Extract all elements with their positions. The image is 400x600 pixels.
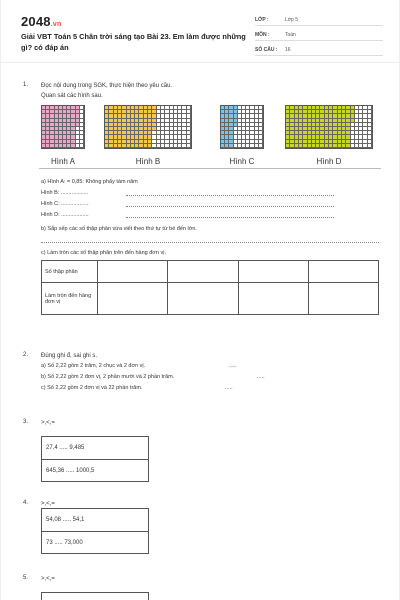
page-title: Giải VBT Toán 5 Chân trời sáng tạo Bài 23. Em làm được những gì? có đáp án <box>21 32 246 52</box>
question-text: >,<,= <box>41 576 55 582</box>
logo-tld: .vn <box>50 21 62 28</box>
comparison-item[interactable]: 645,36 ..... 1000,5 <box>42 459 148 481</box>
comparison-box <box>41 592 149 600</box>
caption-divider <box>39 168 381 169</box>
table-cell[interactable] <box>238 261 308 283</box>
comparison-item[interactable]: 27,4 ..... 9,485 <box>46 445 85 451</box>
table-cell[interactable] <box>308 261 378 283</box>
table-header-rounded: Làm tròn đến hàng đơn vị <box>42 283 98 315</box>
meta-value: Lớp 5 <box>285 17 299 23</box>
grid-cell <box>368 144 372 148</box>
statement-b: b) Số 2,22 gồm 2 đơn vị, 2 phần mười và 2 phần trăm. <box>41 374 175 380</box>
table-cell[interactable] <box>98 283 168 315</box>
part-b-text: b) Sắp xếp các số thập phân vừa viết theo thứ tự từ bé đến lớn. <box>41 226 197 232</box>
meta-value: 16 <box>285 47 291 53</box>
comparison-box <box>41 508 149 554</box>
figure-b-grid <box>104 105 192 149</box>
meta-key: MÔN : <box>255 32 270 38</box>
table-cell[interactable] <box>168 261 238 283</box>
question-number: 1. <box>23 82 29 88</box>
table-cell[interactable] <box>308 283 378 315</box>
part-c-text: c) Làm tròn các số thập phân trên đến hàng đơn vị. <box>41 250 166 256</box>
meta-question-count <box>255 44 383 56</box>
answer-blank[interactable]: ..... <box>225 385 233 391</box>
figure-d-grid <box>285 105 373 149</box>
question-subtext: Quan sát các hình sau. <box>41 93 103 99</box>
statement-a: a) Số 2,22 gồm 2 trăm, 2 chục và 2 đơn vị. <box>41 363 146 369</box>
figure-a-grid <box>41 105 85 149</box>
table-cell[interactable] <box>168 283 238 315</box>
figure-b-caption: Hình B <box>135 157 161 166</box>
table-cell[interactable] <box>238 283 308 315</box>
table-header-decimal: Số thập phân <box>42 261 98 283</box>
logo-text: 2048 <box>21 14 51 29</box>
question-number: 4. <box>23 500 29 506</box>
rounding-table <box>41 260 379 315</box>
figure-c-caption: Hình C <box>229 157 255 166</box>
meta-class <box>255 14 383 26</box>
figure-a-caption: Hình A <box>50 157 75 166</box>
question-text: Đúng ghi đ, sai ghi s. <box>41 353 98 359</box>
question-number: 3. <box>23 419 29 425</box>
comparison-box <box>41 436 149 482</box>
meta-key: LỚP : <box>255 17 269 23</box>
answer-b-line: Hình B: .................. <box>41 190 89 196</box>
table-cell[interactable] <box>98 261 168 283</box>
answer-blank[interactable] <box>126 190 334 196</box>
question-text: >,<,= <box>41 420 55 426</box>
comparison-item[interactable]: 73 ..... 73,000 <box>42 531 148 553</box>
meta-subject <box>255 29 383 41</box>
statement-c: c) Số 2,22 gồm 2 đơn vị và 22 phần trăm. <box>41 385 143 391</box>
figure-c-grid <box>220 105 264 149</box>
answer-a: a) Hình A: = 0,85: Không phẩy tám năm <box>41 179 138 185</box>
grid-cell <box>80 144 84 148</box>
answer-d-line: Hình D: .................. <box>41 212 89 218</box>
answer-c-line: Hình C: .................. <box>41 201 89 207</box>
question-text: Đọc nội dung trong SGK, thực hiện theo yêu cầu. <box>41 83 173 89</box>
answer-blank[interactable]: ..... <box>229 363 237 369</box>
answer-blank[interactable] <box>41 237 379 243</box>
meta-key: SỐ CÂU : <box>255 47 278 53</box>
answer-blank[interactable] <box>126 201 334 207</box>
grid-cell <box>187 144 191 148</box>
question-text: >,<,= <box>41 501 55 507</box>
question-number: 5. <box>23 575 29 581</box>
answer-blank[interactable] <box>126 212 334 218</box>
comparison-item[interactable]: 54,08 ..... 54,1 <box>46 517 85 523</box>
header-divider <box>1 62 400 63</box>
meta-value: Toán <box>285 32 296 38</box>
answer-blank[interactable]: ..... <box>257 374 265 380</box>
grid-cell <box>259 144 263 148</box>
figure-d-caption: Hình D <box>316 157 342 166</box>
question-number: 2. <box>23 352 29 358</box>
site-logo[interactable] <box>21 14 61 29</box>
